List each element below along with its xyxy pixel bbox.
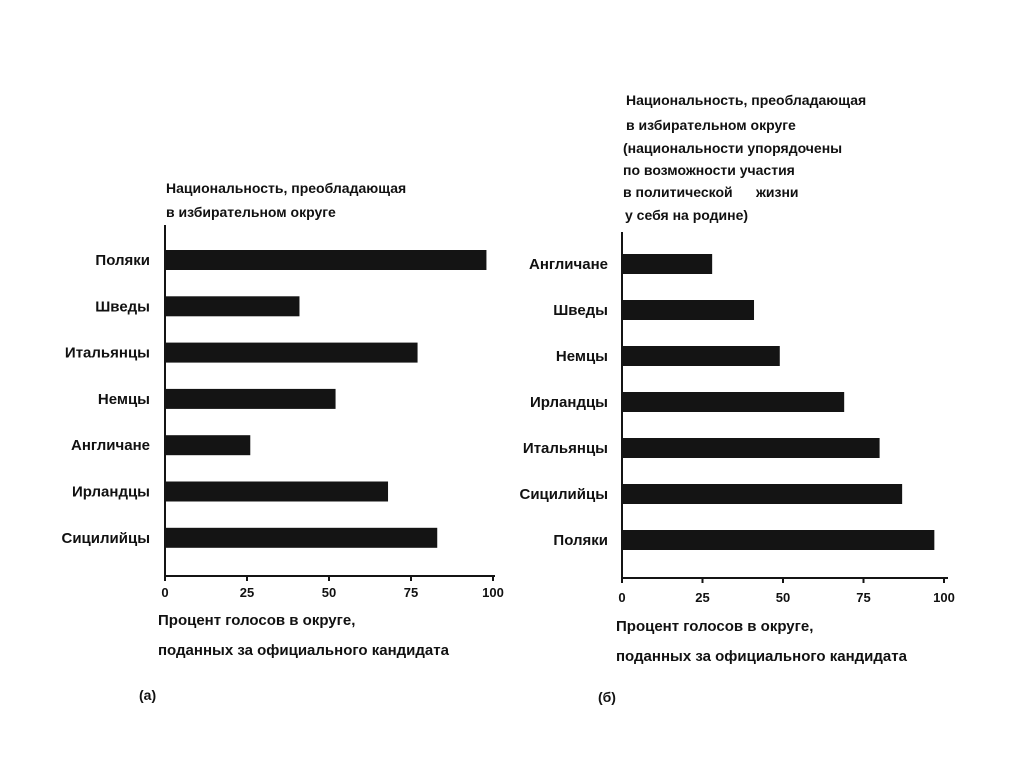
chart-panel-b <box>520 92 955 705</box>
panel-b-bar-1 <box>623 254 712 274</box>
panel-b-x-ticks <box>618 578 954 605</box>
panel-b-tick-label-4: 75 <box>856 590 871 605</box>
panel-a-tick-label-1: 0 <box>161 585 169 600</box>
panel-a-xlabel-line-1: Процент голосов в округе, <box>158 612 356 629</box>
panel-b-title-line-4: по возможности участия <box>623 162 795 178</box>
panel-b-category-label-7: Поляки <box>553 532 608 549</box>
panel-b-category-label-1: Англичане <box>529 256 608 273</box>
panel-a-category-label-2: Шведы <box>95 298 150 316</box>
panel-a-category-label-7: Сицилийцы <box>61 529 150 547</box>
panel-b-xlabel-line-2: поданных за официального кандидата <box>616 648 907 665</box>
chart-panel-a <box>62 180 504 703</box>
panel-a-title-line-1: Национальность, преобладающая <box>166 180 407 196</box>
panel-b-bar-3 <box>623 346 780 366</box>
panel-b-category-labels <box>520 256 609 549</box>
panel-b-tick-label-1: 0 <box>618 590 626 605</box>
panel-a-category-label-4: Немцы <box>97 390 150 408</box>
panel-b-bar-2 <box>623 300 754 320</box>
panel-a-x-ticks <box>161 576 503 600</box>
panel-a-tick-label-3: 50 <box>321 585 337 600</box>
panel-b-title-line-2: в избирательном округе <box>626 117 796 133</box>
panel-a-title-line-2: в избирательном округе <box>166 204 336 220</box>
panel-a-tick-label-2: 25 <box>239 585 255 600</box>
panel-a-bars <box>166 250 486 548</box>
panel-a-category-label-5: Англичане <box>71 437 150 455</box>
panel-a-tick-label-5: 100 <box>482 585 504 600</box>
panel-b-category-label-3: Немцы <box>555 348 608 365</box>
panel-b-bar-5 <box>623 438 880 458</box>
panel-b-bar-7 <box>623 530 934 550</box>
panel-b-title-line-1: Национальность, преобладающая <box>626 92 867 108</box>
panel-b-xlabel-line-1: Процент голосов в округе, <box>616 618 814 635</box>
panel-a-category-label-3: Итальянцы <box>64 344 150 362</box>
panel-a-category-label-1: Поляки <box>95 252 150 269</box>
panel-a-label: (а) <box>139 687 157 703</box>
panel-a-bar-1 <box>166 250 486 270</box>
panel-b-bar-6 <box>623 484 902 504</box>
panel-a-bar-7 <box>166 528 437 548</box>
panel-a-xlabel-line-2: поданных за официального кандидата <box>158 642 449 659</box>
panel-b-category-label-2: Шведы <box>553 302 608 319</box>
panel-a-bar-3 <box>166 343 418 363</box>
panel-b-title-line-6: у себя на родине) <box>625 207 749 223</box>
panel-a-bar-6 <box>166 482 388 502</box>
panel-a-bar-2 <box>166 296 299 316</box>
panel-b-label: (б) <box>598 689 616 705</box>
panel-b-title-line-3: (национальности упорядочены <box>623 140 843 156</box>
panel-a-tick-label-4: 75 <box>403 585 419 600</box>
panel-b-bars <box>623 254 934 550</box>
panel-b-category-label-4: Ирландцы <box>529 394 608 411</box>
panel-b-title-line-5: в политической жизни <box>623 184 799 200</box>
panel-b-category-label-6: Сицилийцы <box>519 486 608 503</box>
panel-b-tick-label-3: 50 <box>775 590 791 605</box>
panel-b-tick-label-2: 25 <box>695 590 710 605</box>
panel-b-bar-4 <box>623 392 844 412</box>
panel-b-category-label-5: Итальянцы <box>522 440 608 457</box>
panel-a-bar-4 <box>166 389 336 409</box>
panel-b-tick-label-5: 100 <box>933 590 955 605</box>
panel-a-category-label-6: Ирландцы <box>71 483 150 501</box>
panel-a-category-labels <box>62 252 151 547</box>
panel-a-bar-5 <box>166 435 250 455</box>
